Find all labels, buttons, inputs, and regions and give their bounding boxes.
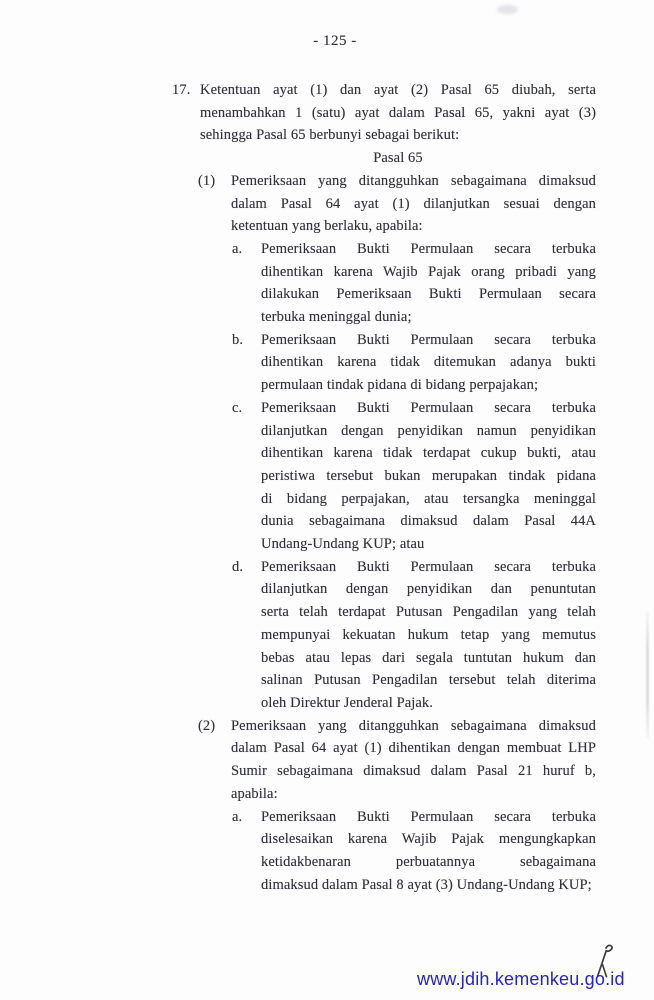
text-line: Pemeriksaan yang ditangguhkan sebagaimana dimaksud: [231, 172, 596, 189]
text-line: terbuka meninggal dunia;: [261, 309, 412, 326]
letter-item-a: [231, 806, 596, 897]
text-line: mempunyai kekuatan hukum tetap yang memutus: [261, 626, 596, 643]
clause-number: (2): [198, 717, 216, 734]
page-number: - 125 -: [313, 33, 357, 49]
scan-streak-artifact: [646, 612, 649, 738]
text-line: dunia sebagaimana dimaksud dalam Pasal 44A: [261, 513, 596, 530]
text-line: oleh Direktur Jenderal Pajak.: [261, 694, 434, 711]
text-line: ketentuan yang berlaku, apabila:: [231, 218, 423, 235]
text-line: salinan Putusan Pengadilan tersebut telah diterima: [261, 672, 596, 689]
letter-item-c: [231, 397, 596, 556]
numbered-item-17: [172, 79, 596, 147]
ink-smudge-artifact: [497, 5, 518, 14]
text-line: apabila:: [231, 785, 278, 802]
clause-1: [200, 170, 596, 715]
letter-item-a: [231, 238, 596, 329]
text-line: bebas atau lepas dari segala tuntutan hukum dan: [261, 649, 596, 666]
text-line: dihentikan karena tidak ditemukan adanya bukti: [261, 354, 596, 371]
text-line: Pemeriksaan Bukti Permulaan secara terbuka: [261, 808, 596, 825]
text-line: Sumir sebagaimana dimaksud dalam Pasal 21 huruf b,: [231, 763, 596, 780]
text-column: [172, 79, 596, 896]
text-line: Pemeriksaan yang ditangguhkan sebagaimana dimaksud: [231, 717, 596, 734]
text-line: peristiwa tersebut bukan merupakan tindak pidana: [261, 467, 596, 484]
text-line: dihentikan karena tidak terdapat cukup bukti, atau: [261, 445, 596, 462]
text-line: menambahkan 1 (satu) ayat dalam Pasal 65, yakni ayat (3): [200, 104, 596, 121]
letter-marker: a.: [232, 240, 243, 257]
text-line: dimaksud dalam Pasal 8 ayat (3) Undang-Undang KUP;: [261, 876, 592, 893]
letter-marker: a.: [232, 808, 243, 825]
text-line: dalam Pasal 64 ayat (1) dihentikan dengan membuat LHP: [231, 740, 596, 757]
letter-marker: c.: [232, 399, 243, 416]
item-number: 17.: [172, 82, 191, 98]
text-line: Undang-Undang KUP; atau: [261, 536, 425, 553]
text-line: dilakukan Pemeriksaan Bukti Permulaan secara: [261, 286, 596, 303]
letter-item-b: [231, 329, 596, 397]
text-line: dalam Pasal 64 ayat (1) dilanjutkan sesuai dengan: [231, 195, 596, 212]
text-line: di bidang perpajakan, atau tersangka meninggal: [261, 490, 596, 507]
text-line: diselesaikan karena Wajib Pajak mengungkapkan: [261, 831, 596, 848]
letter-marker: d.: [232, 558, 244, 575]
text-line: Pemeriksaan Bukti Permulaan secara terbuka: [261, 240, 596, 257]
text-line: Pemeriksaan Bukti Permulaan secara terbuka: [261, 331, 596, 348]
text-line: permulaan tindak pidana di bidang perpajakan;: [261, 377, 539, 394]
text-line: dilanjutkan dengan penyidikan namun penyidikan: [261, 422, 596, 439]
letter-item-d: [231, 556, 596, 715]
letter-marker: b.: [232, 331, 244, 348]
footer-url-link[interactable]: www.jdih.kemenkeu.go.id: [417, 969, 625, 989]
text-line: ketidakbenaran perbuatannya sebagaimana: [261, 853, 596, 870]
text-line: Ketentuan ayat (1) dan ayat (2) Pasal 65 diubah, serta: [200, 82, 596, 98]
clause-2: [200, 715, 596, 897]
text-line: sehingga Pasal 65 berbunyi sebagai berikut:: [200, 127, 460, 144]
text-line: serta telah terdapat Putusan Pengadilan yang telah: [261, 604, 596, 621]
text-line: Pemeriksaan Bukti Permulaan secara terbuka: [261, 558, 596, 575]
text-line: dihentikan karena Wajib Pajak orang pribadi yang: [261, 263, 596, 280]
section-heading: Pasal 65: [373, 150, 423, 167]
text-line: Pemeriksaan Bukti Permulaan secara terbuka: [261, 399, 596, 416]
text-line: dilanjutkan dengan penyidikan dan penuntutan: [261, 581, 596, 598]
clause-number: (1): [198, 172, 216, 189]
